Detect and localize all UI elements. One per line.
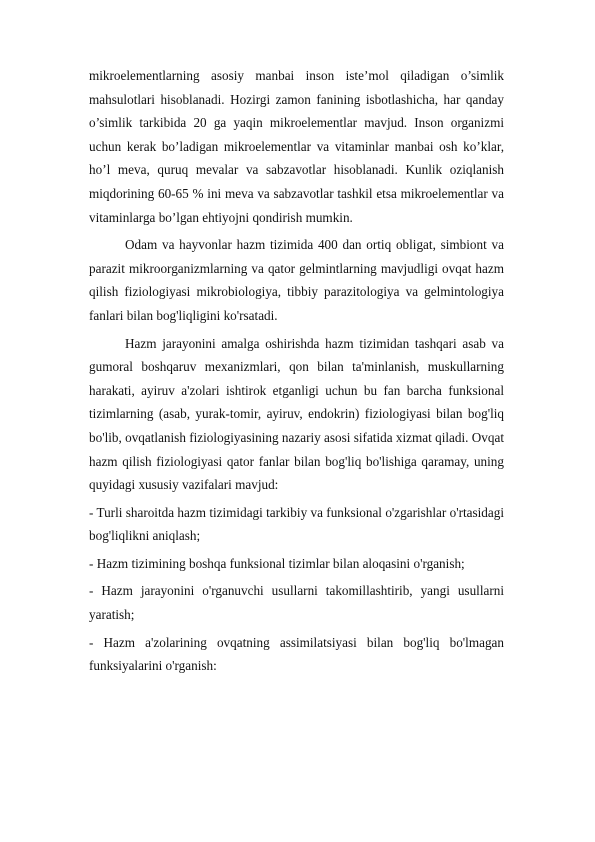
list-item: - Hazm a'zolarining ovqatning assimilatsiyasi bilan bog'liq bo'lmagan funksiyalarini o'rganish: — [89, 634, 504, 674]
paragraph-digestion-physiology: Hazm jarayonini amalga oshirishda hazm tizimidan tashqari asab va gumoral boshqaruv mexanizmlari, qon bilan ta'minlanish, muskullarning harakati, ayiruv a'zolari ishtirok etganligi uchun bu fan barcha funksional tizimlarning (asab, yurak-tomir, ayiruv, endokrin) fiziologiyasi bilan bog'liq bo'lib, ovqatlanish fiziologiyasining nazariy asosi sifatida xizmat qiladi. Ovqat hazm qilish fiziologiyasi qator fanlar bilan bog'liq bo'lishiga qaramay, uning quyidagi xususiy vazifalari mavjud: — [89, 335, 504, 493]
list-item: - Turli sharoitda hazm tizimidagi tarkibiy va funksional o'zgarishlar o'rtasidagi bog'liqlikni aniqlash; — [89, 504, 504, 544]
list-item: - Hazm tizimining boshqa funksional tizimlar bilan aloqasini o'rganish; — [89, 555, 465, 571]
document-body — [89, 64, 504, 682]
paragraph-microelements: mikroelementlarning asosiy manbai inson iste’mol qiladigan o’simlik mahsulotlari hisoblanadi. Hozirgi zamon fanining isbotlashicha, har qanday o’simlik tarkibida 20 ga yaqin mikroelementlar mavjud. Inson organizmi uchun kerak bo’ladigan mikroelementlar va vitaminlar manbai osh ko’klar, ho’l meva, quruq mevalar va sabzavotlar hisoblanadi. Kunlik oziqlanish miqdorining 60-65 % ini meva va sabzavotlar tashkil etsa mikroelementlar va vitaminlarga bo’lgan ehtiyojni qondirish mumkin. — [89, 68, 504, 225]
list-item: - Hazm jarayonini o'rganuvchi usullarni takomillashtirib, yangi usullarni yaratish; — [89, 583, 504, 623]
paragraph-microorganisms: Odam va hayvonlar hazm tizimida 400 dan ortiq obligat, simbiont va parazit mikroorganizmlarning va qator gelmintlarning mavjudligi ovqat hazm qilish fiziologiyasi mikrobiologiya, tibbiy parazitologiya va gelmintologiya fanlari bilan bog'liqligini ko'rsatadi. — [89, 237, 504, 323]
